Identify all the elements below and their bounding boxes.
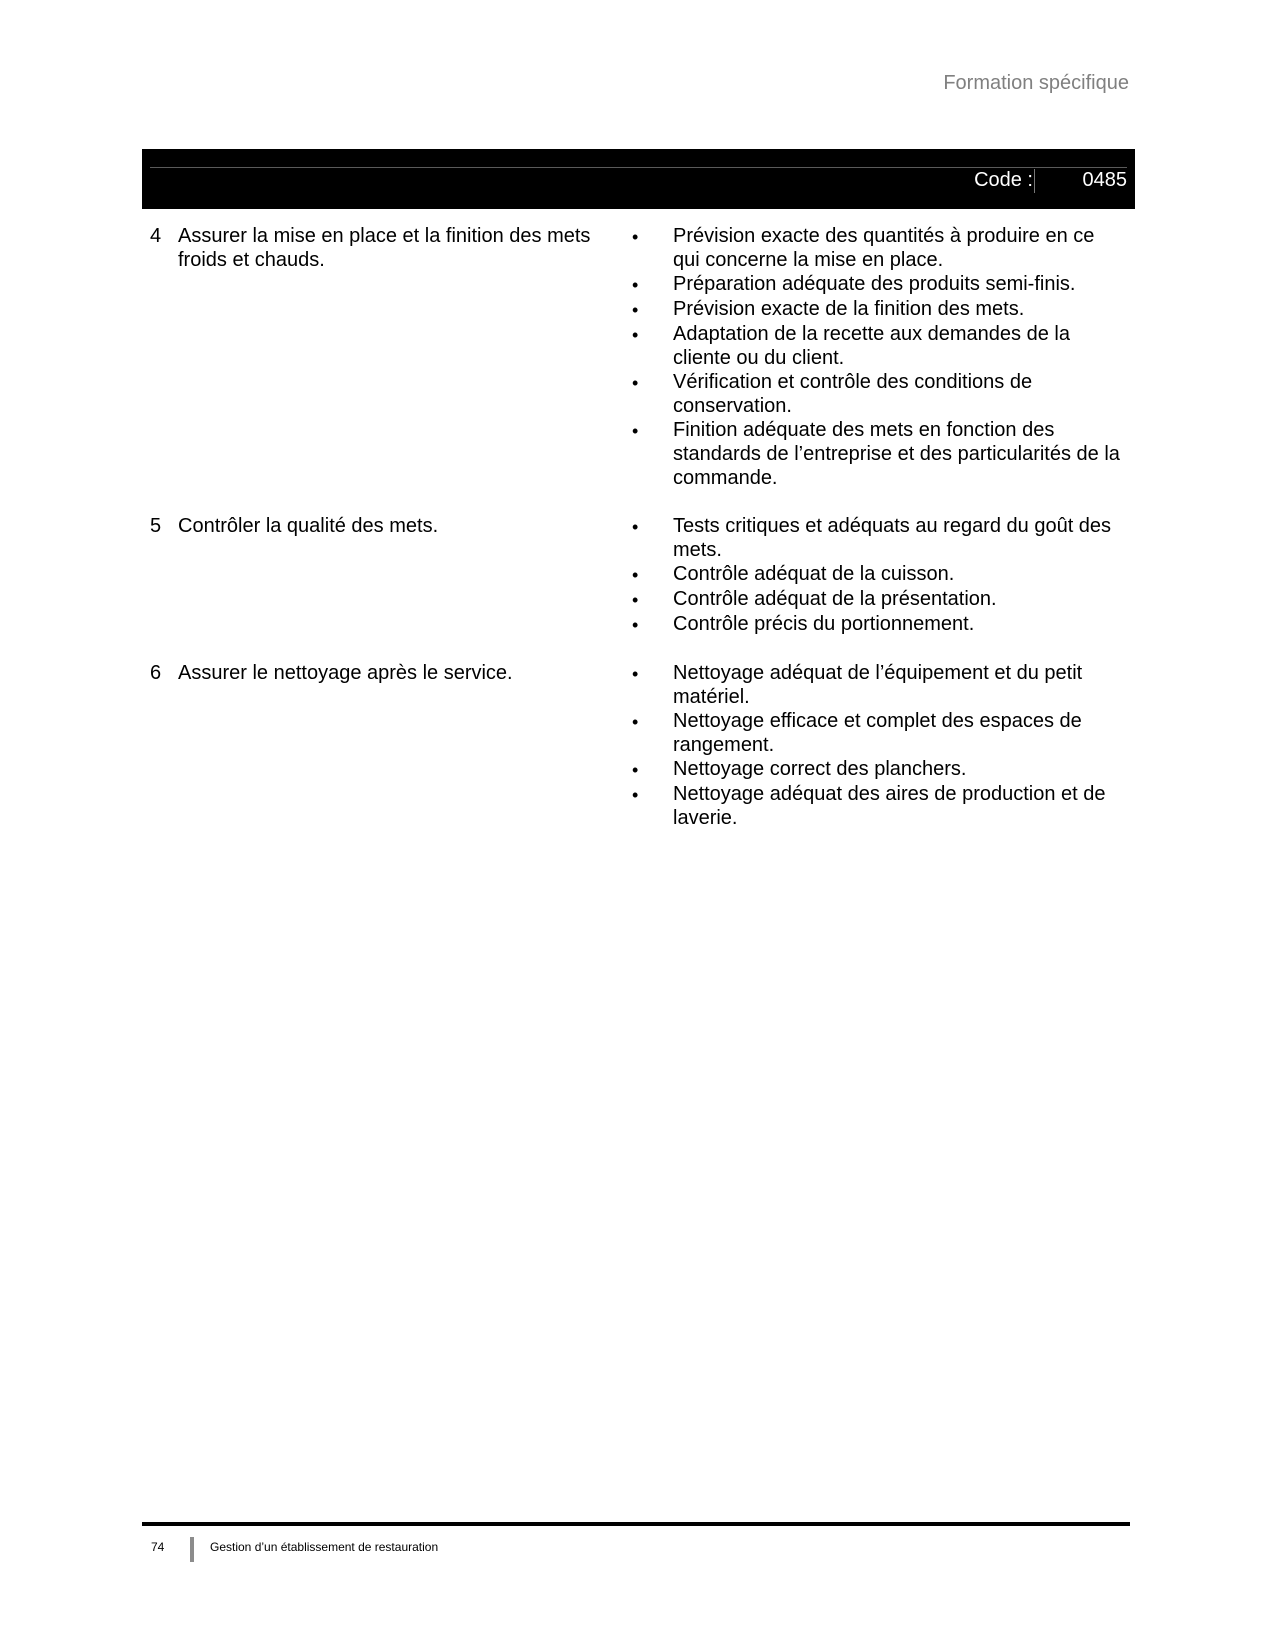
list-item <box>630 514 1135 562</box>
bullet-icon: • <box>632 300 639 320</box>
bullet-icon: • <box>632 664 639 684</box>
bullet-icon: • <box>632 325 639 345</box>
criterion-text: Prévision exacte de la finition des mets. <box>673 298 1025 320</box>
list-item <box>630 272 1135 297</box>
list-item <box>630 612 1135 637</box>
criterion-text: Contrôle adéquat de la présentation. <box>673 588 997 610</box>
list-item <box>630 562 1135 587</box>
bullet-icon: • <box>632 421 639 441</box>
code-bar <box>142 149 1135 209</box>
bullet-icon: • <box>632 227 639 247</box>
footer-separator <box>190 1537 194 1562</box>
bullet-icon: • <box>632 517 639 537</box>
running-header: Formation spécifique <box>943 72 1129 94</box>
element-text: Assurer la mise en place et la finition des mets froids et chauds. <box>178 225 591 271</box>
table-row <box>142 661 1135 830</box>
list-item <box>630 224 1135 272</box>
bullet-icon: • <box>632 712 639 732</box>
criterion-text: Vérification et contrôle des conditions de conservation. <box>673 371 1033 417</box>
list-item <box>630 370 1135 418</box>
list-item <box>630 782 1135 830</box>
bullet-icon: • <box>632 275 639 295</box>
list-item <box>630 297 1135 322</box>
list-item <box>630 587 1135 612</box>
criterion-text: Nettoyage efficace et complet des espaces de rangement. <box>673 710 1082 756</box>
element-number: 6 <box>150 662 162 684</box>
element-cell <box>142 661 630 830</box>
element-number: 4 <box>150 225 162 247</box>
element-text: Assurer le nettoyage après le service. <box>178 662 513 684</box>
code-value: 0485 <box>1082 169 1127 191</box>
list-item <box>630 757 1135 782</box>
list-item <box>630 418 1135 490</box>
bullet-icon: • <box>632 565 639 585</box>
bullet-icon: • <box>632 615 639 635</box>
table-row <box>142 224 1135 490</box>
bullet-icon: • <box>632 785 639 805</box>
list-item <box>630 709 1135 757</box>
criterion-text: Contrôle adéquat de la cuisson. <box>673 563 955 585</box>
element-number: 5 <box>150 515 162 537</box>
code-bar-rule <box>150 167 1127 168</box>
list-item <box>630 322 1135 370</box>
criterion-text: Nettoyage adéquat des aires de production et de laverie. <box>673 783 1106 829</box>
criteria-list <box>630 661 1135 830</box>
list-item <box>630 661 1135 709</box>
footer-rule <box>142 1522 1130 1526</box>
criterion-text: Adaptation de la recette aux demandes de la cliente ou du client. <box>673 323 1070 369</box>
bullet-icon: • <box>632 590 639 610</box>
criterion-text: Finition adéquate des mets en fonction des standards de l’entreprise et des particularités de la commande. <box>673 419 1120 489</box>
code-separator <box>1034 169 1035 193</box>
element-cell <box>142 514 630 637</box>
criterion-text: Nettoyage correct des planchers. <box>673 758 967 780</box>
page-number: 74 <box>151 1540 165 1554</box>
criterion-text: Nettoyage adéquat de l’équipement et du petit matériel. <box>673 662 1083 708</box>
bullet-icon: • <box>632 373 639 393</box>
table-row <box>142 514 1135 637</box>
bullet-icon: • <box>632 760 639 780</box>
code-label: Code : <box>974 169 1033 191</box>
element-text: Contrôler la qualité des mets. <box>178 515 439 537</box>
criterion-text: Tests critiques et adéquats au regard du goût des mets. <box>673 515 1112 561</box>
criteria-list <box>630 514 1135 637</box>
criterion-text: Contrôle précis du portionnement. <box>673 613 975 635</box>
criteria-list <box>630 224 1135 490</box>
criterion-text: Prévision exacte des quantités à produire en ce qui concerne la mise en place. <box>673 225 1095 271</box>
competency-table <box>142 224 1135 854</box>
footer-title: Gestion d’un établissement de restauration <box>210 1540 439 1554</box>
element-cell <box>142 224 630 490</box>
criterion-text: Préparation adéquate des produits semi-finis. <box>673 273 1076 295</box>
